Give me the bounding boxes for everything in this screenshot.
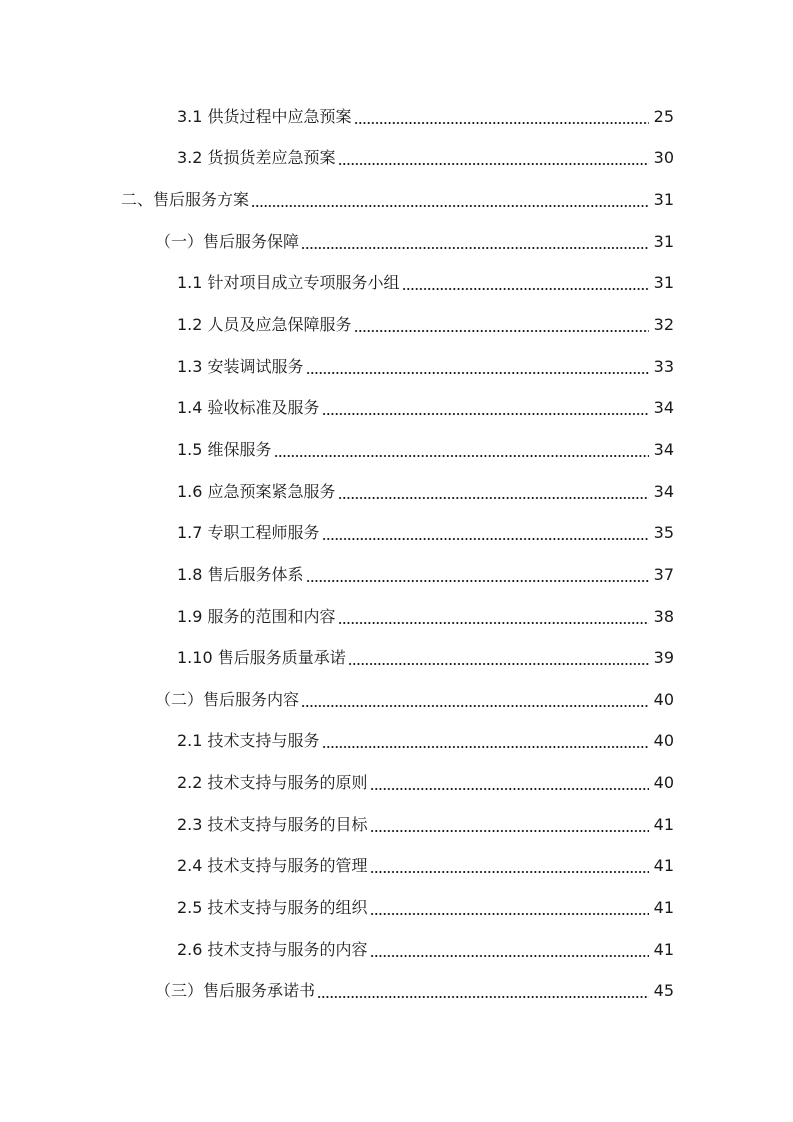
toc-entry-page: 34 — [653, 439, 674, 459]
toc-entry[interactable] — [0, 887, 793, 929]
toc-entry-title: 1.1 针对项目成立专项服务小组 — [177, 273, 400, 293]
toc-entry-title: （二）售后服务内容 — [155, 689, 300, 709]
toc-entry-page: 40 — [653, 773, 674, 793]
toc-entry-title: 1.7 专职工程师服务 — [177, 523, 320, 543]
toc-entry-title: 1.6 应急预案紧急服务 — [177, 481, 336, 501]
toc-entry-page: 35 — [653, 523, 674, 543]
dot-leader — [348, 663, 649, 665]
table-of-contents — [0, 96, 793, 1012]
toc-entry[interactable] — [0, 804, 793, 846]
toc-entry-page: 45 — [653, 981, 674, 1001]
dot-leader — [370, 955, 649, 957]
dot-leader — [402, 288, 649, 290]
toc-entry-title: 3.1 供货过程中应急预案 — [177, 106, 352, 126]
toc-entry-page: 34 — [653, 481, 674, 501]
dot-leader — [354, 122, 649, 124]
toc-entry[interactable] — [0, 846, 793, 888]
toc-entry[interactable] — [0, 179, 793, 221]
toc-entry-title: 二、售后服务方案 — [121, 190, 250, 210]
toc-entry-page: 41 — [653, 939, 674, 959]
toc-entry[interactable] — [0, 429, 793, 471]
dot-leader — [370, 788, 649, 790]
dot-leader — [338, 622, 649, 624]
toc-entry-title: 1.3 安装调试服务 — [177, 356, 304, 376]
toc-entry-page: 25 — [653, 106, 674, 126]
dot-leader — [370, 830, 649, 832]
dot-leader — [301, 705, 649, 707]
toc-entry-title: 2.6 技术支持与服务的内容 — [177, 939, 368, 959]
toc-entry-page: 41 — [653, 814, 674, 834]
toc-entry[interactable] — [0, 762, 793, 804]
toc-entry-title: 2.5 技术支持与服务的组织 — [177, 897, 368, 917]
toc-entry-title: 1.5 维保服务 — [177, 439, 272, 459]
toc-entry[interactable] — [0, 346, 793, 388]
dot-leader — [306, 580, 649, 582]
dot-leader — [322, 746, 649, 748]
toc-entry-page: 40 — [653, 689, 674, 709]
toc-entry-title: 2.4 技术支持与服务的管理 — [177, 856, 368, 876]
toc-entry-page: 33 — [653, 356, 674, 376]
dot-leader — [322, 538, 649, 540]
dot-leader — [251, 205, 649, 207]
toc-entry[interactable] — [0, 929, 793, 971]
toc-entry-title: 1.2 人员及应急保障服务 — [177, 315, 352, 335]
toc-entry[interactable] — [0, 263, 793, 305]
dot-leader — [370, 871, 649, 873]
toc-entry-page: 32 — [653, 315, 674, 335]
toc-entry[interactable] — [0, 637, 793, 679]
dot-leader — [301, 247, 649, 249]
dot-leader — [354, 330, 649, 332]
toc-entry-page: 31 — [653, 231, 674, 251]
toc-entry[interactable] — [0, 721, 793, 763]
toc-entry-title: 2.2 技术支持与服务的原则 — [177, 773, 368, 793]
toc-entry-title: 3.2 货损货差应急预案 — [177, 148, 336, 168]
dot-leader — [322, 413, 649, 415]
toc-entry[interactable] — [0, 304, 793, 346]
toc-entry[interactable] — [0, 596, 793, 638]
toc-entry-page: 37 — [653, 564, 674, 584]
toc-entry-page: 38 — [653, 606, 674, 626]
dot-leader — [317, 996, 649, 998]
toc-entry-title: 1.8 售后服务体系 — [177, 564, 304, 584]
dot-leader — [306, 372, 649, 374]
toc-entry-page: 31 — [653, 273, 674, 293]
dot-leader — [338, 163, 649, 165]
toc-entry-page: 30 — [653, 148, 674, 168]
toc-entry-title: 1.9 服务的范围和内容 — [177, 606, 336, 626]
dot-leader — [370, 913, 649, 915]
toc-entry[interactable] — [0, 970, 793, 1012]
toc-entry[interactable] — [0, 221, 793, 263]
toc-entry[interactable] — [0, 512, 793, 554]
toc-entry-title: 2.3 技术支持与服务的目标 — [177, 814, 368, 834]
toc-entry-title: （一）售后服务保障 — [155, 231, 300, 251]
toc-entry[interactable] — [0, 471, 793, 513]
toc-entry-title: 2.1 技术支持与服务 — [177, 731, 320, 751]
toc-entry-page: 31 — [653, 190, 674, 210]
toc-entry[interactable] — [0, 387, 793, 429]
toc-entry[interactable] — [0, 679, 793, 721]
toc-entry-page: 41 — [653, 856, 674, 876]
toc-entry-title: 1.10 售后服务质量承诺 — [177, 648, 346, 668]
toc-entry[interactable] — [0, 554, 793, 596]
toc-entry-title: （三）售后服务承诺书 — [155, 981, 316, 1001]
toc-entry-page: 41 — [653, 897, 674, 917]
toc-entry-title: 1.4 验收标准及服务 — [177, 398, 320, 418]
toc-entry-page: 34 — [653, 398, 674, 418]
toc-entry[interactable] — [0, 138, 793, 180]
dot-leader — [274, 455, 649, 457]
toc-entry-page: 40 — [653, 731, 674, 751]
dot-leader — [338, 497, 649, 499]
toc-entry-page: 39 — [653, 648, 674, 668]
toc-entry[interactable] — [0, 96, 793, 138]
